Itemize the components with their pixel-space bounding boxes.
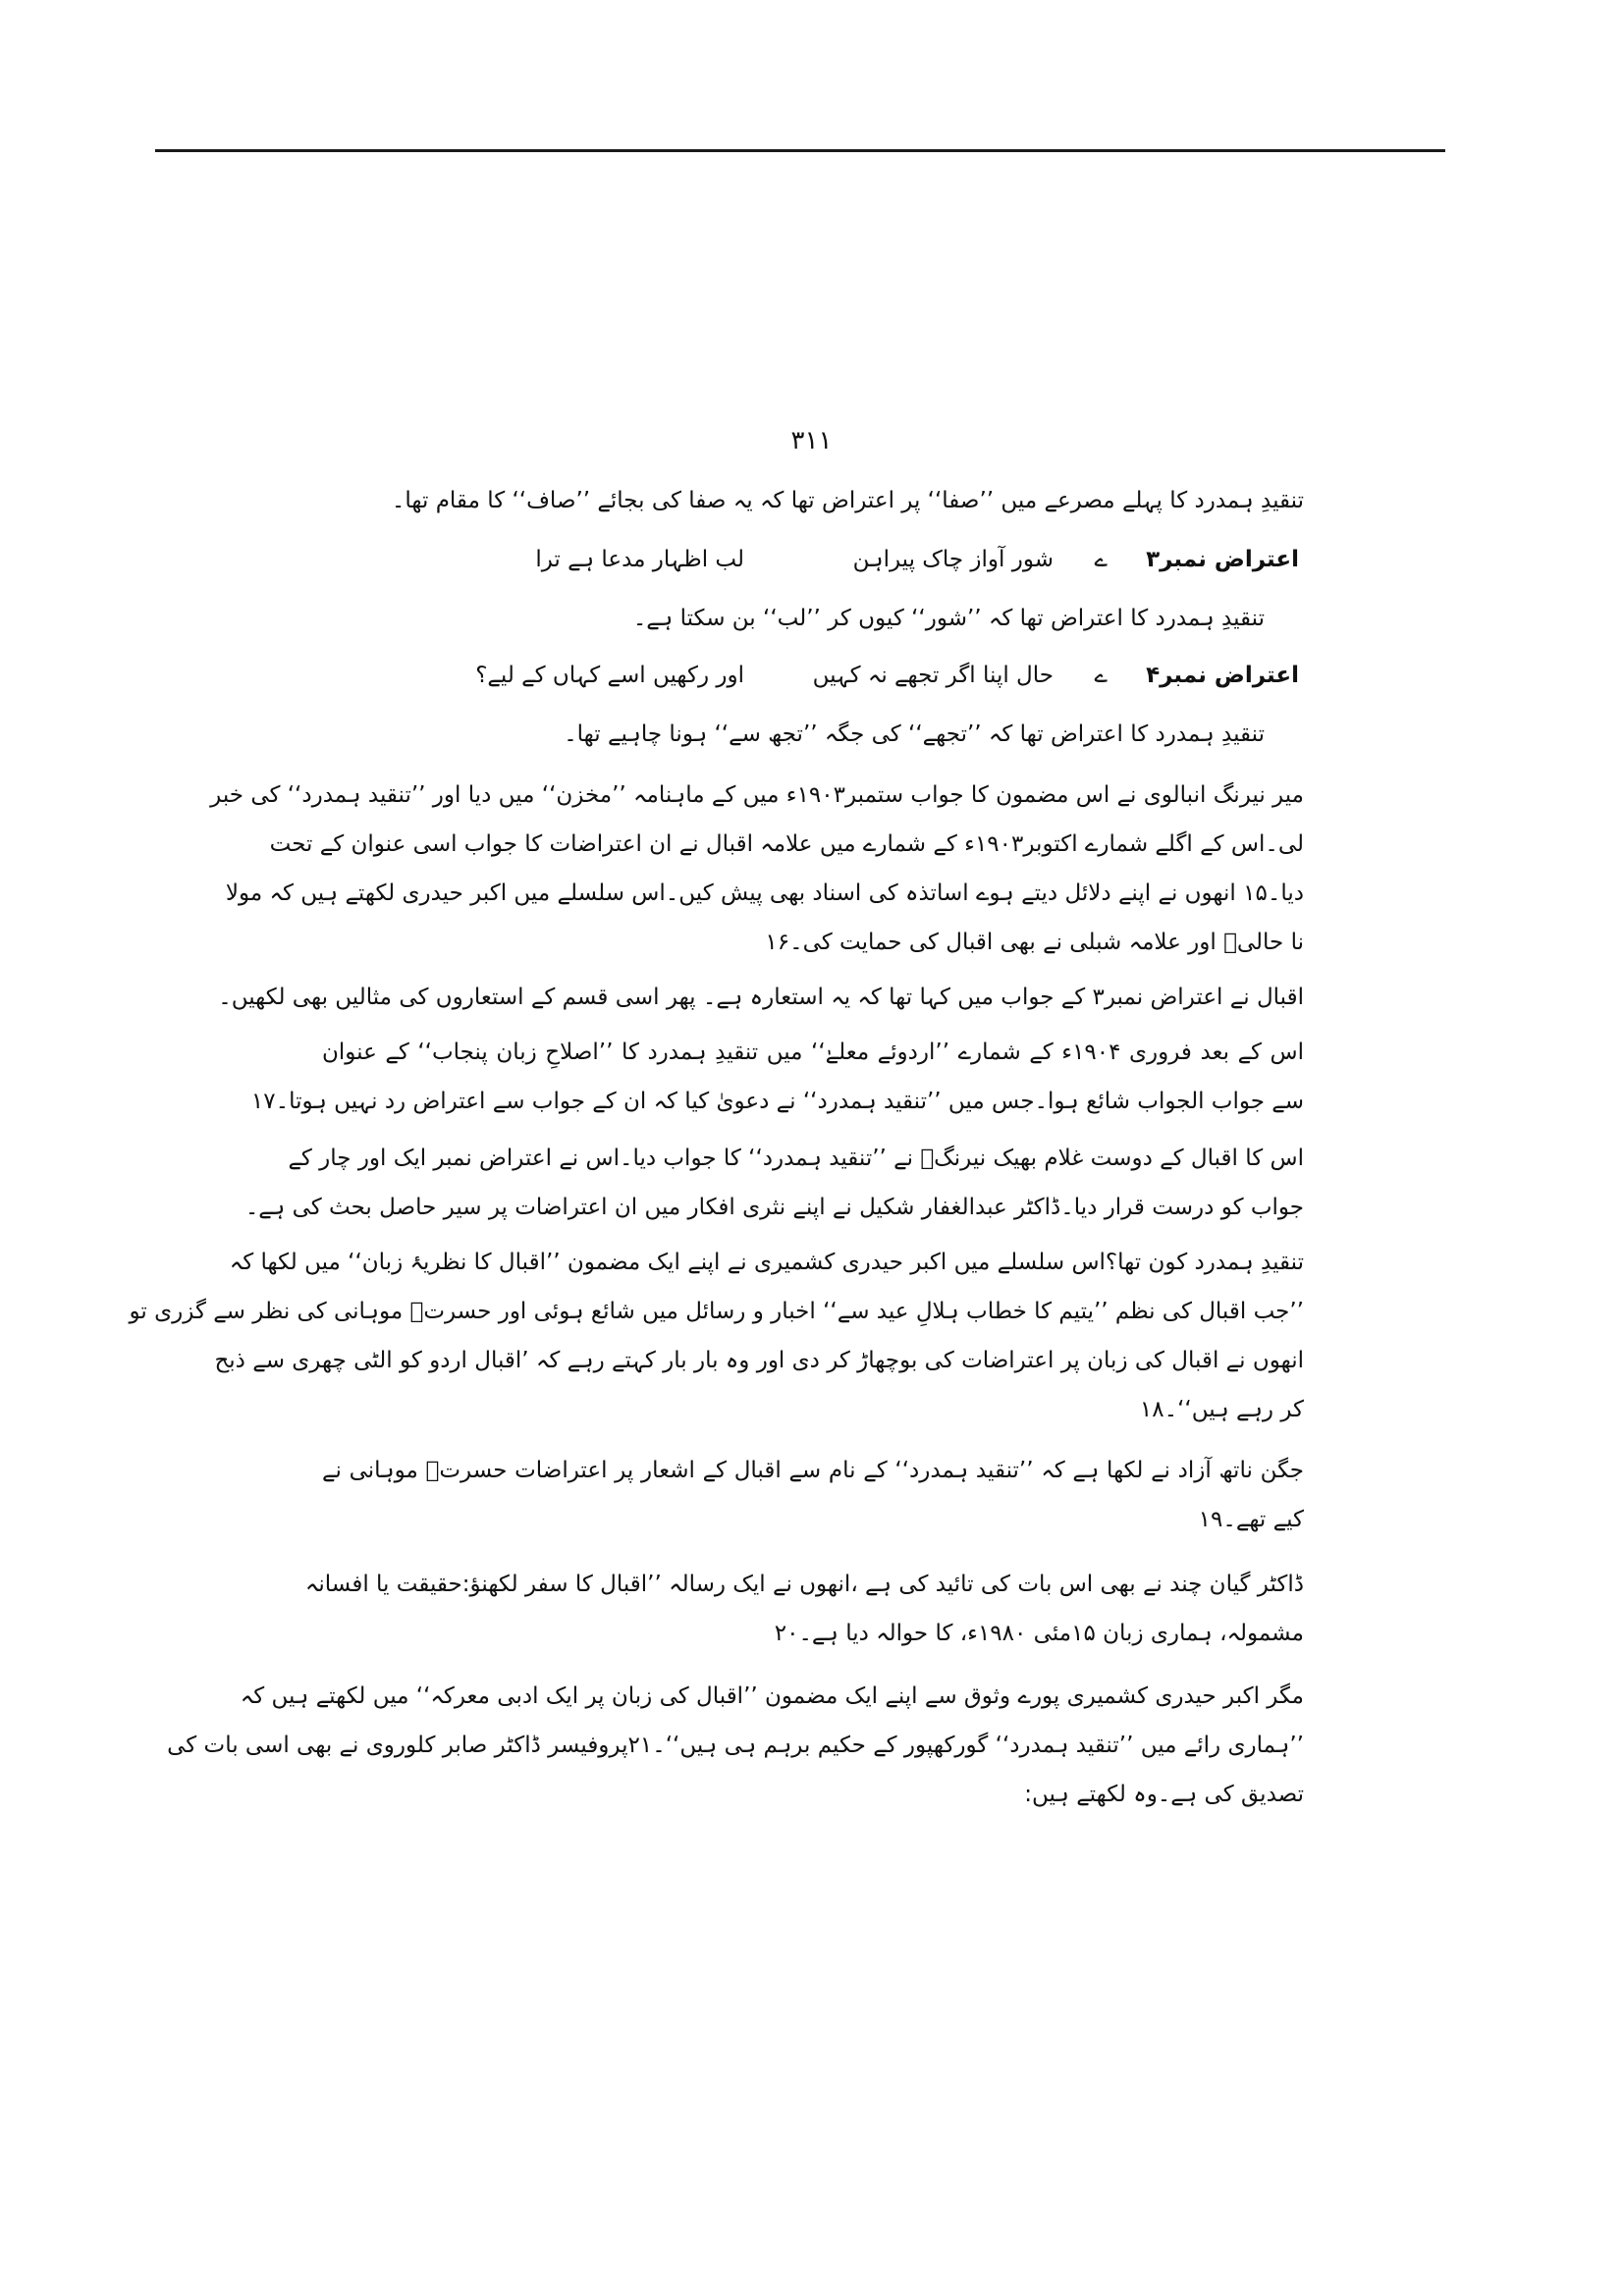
paragraph-5-line: ’’جب اقبال کی نظم ’’یتیم کا خطاب ہلالِ عید سے‘‘ اخبار و رسائل میں شائع ہوئی اور حسرتؔ موہانی کی نظر سے گزری تو	[129, 1299, 1304, 1324]
objection-4-misra-1: حال اپنا اگر تجھے نہ کہیں	[812, 663, 1054, 688]
page-number: ۳۱۱	[790, 426, 833, 455]
objection-3-label: اعتراض نمبر۳	[1146, 547, 1299, 572]
objection-3-note: تنقیدِ ہمدرد کا اعتراض تھا کہ ’’شور‘‘ کیوں کر ’’لب‘‘ بن سکتا ہے۔	[632, 606, 1265, 631]
paragraph-5-line: انھوں نے اقبال کی زبان پر اعتراضات کی بوچھاڑ کر دی اور وہ بار بار کہتے رہے کہ ’اقبال اردو کو الٹی چھری سے ذبح	[214, 1348, 1304, 1373]
paragraph-7-line: ڈاکٹر گیان چند نے بھی اس بات کی تائید کی ہے ،انھوں نے ایک رسالہ ’’اقبال کا سفر لکھنؤ:حقیقت یا افسانہ	[304, 1572, 1304, 1597]
objection-4-misra-2: اور رکھیں اسے کہاں کے لیے؟	[475, 663, 744, 688]
paragraph-3-line: اس کے بعد فروری ۱۹۰۴ء کے شمارے ’’اردوئے معلےٰ‘‘ میں تنقیدِ ہمدرد کا ’’اصلاحِ زبان پنجاب‘‘ کے عنوان	[322, 1040, 1305, 1065]
objection-4-couplet	[366, 656, 1299, 695]
paragraph-6-line: جگن ناتھ آزاد نے لکھا ہے کہ ’’تنقید ہمدرد‘‘ کے نام سے اقبال کے اشعار پر اعتراضات حسرتؔ موہانی نے	[322, 1458, 1304, 1483]
objection-4-label: اعتراض نمبر۴	[1146, 663, 1299, 688]
paragraph-8-line: ’’ہماری رائے میں ’’تنقید ہمدرد‘‘ گورکھپور کے حکیم برہم ہی ہیں‘‘۔۲۱پروفیسر ڈاکٹر صابر کلوروی نے بھی اسی بات کی	[167, 1733, 1304, 1758]
paragraph-1-line: دیا۔۱۵ انھوں نے اپنے دلائل دیتے ہوے اساتذہ کی اسناد بھی پیش کیں۔اس سلسلے میں اکبر حیدری لکھتے ہیں کہ مولا	[225, 881, 1304, 906]
paragraph-3-line: سے جواب الجواب شائع ہوا۔جس میں ’’تنقید ہمدرد‘‘ نے دعویٰ کیا کہ ان کے جواب سے اعتراض رد نہیں ہوتا۔۱۷	[250, 1089, 1304, 1114]
paragraph-5-line: کر رہے ہیں‘‘۔۱۸	[1139, 1397, 1304, 1422]
paragraph-7-line: مشمولہ، ہماری زبان ۱۵مئی ۱۹۸۰ء، کا حوالہ دیا ہے۔۲۰	[774, 1621, 1304, 1646]
header-rule	[155, 149, 1445, 152]
objection-3-misra-2: لب اظہار مدعا ہے ترا	[535, 547, 744, 572]
objection-3-mark: ے	[1094, 547, 1108, 572]
paragraph-8-line: مگر اکبر حیدری کشمیری پورے وثوق سے اپنے ایک مضمون ’’اقبال کی زبان پر ایک ادبی معرکہ‘‘ میں لکھتے ہیں کہ	[240, 1683, 1304, 1709]
paragraph-1-line: نا حالیؔ اور علامہ شبلی نے بھی اقبال کی حمایت کی۔۱۶	[765, 930, 1304, 955]
objection-3-couplet	[366, 540, 1299, 579]
intro-line: تنقیدِ ہمدرد کا پہلے مصرعے میں ’’صفا‘‘ پر اعتراض تھا کہ یہ صفا کی بجائے ’’صاف‘‘ کا مقام تھا۔	[391, 488, 1304, 513]
paragraph-1-line: میر نیرنگ انبالوی نے اس مضمون کا جواب ستمبر۱۹۰۳ء میں کے ماہنامہ ’’مخزن‘‘ میں دیا اور ’’تنقید ہمدرد‘‘ کی خبر	[210, 782, 1304, 808]
objection-4-mark: ے	[1094, 663, 1108, 688]
paragraph-5-line: تنقیدِ ہمدرد کون تھا؟اس سلسلے میں اکبر حیدری کشمیری نے اپنے ایک مضمون ’’اقبال کا نظریۂ زبان‘‘ میں لکھا کہ	[229, 1250, 1304, 1275]
paragraph-8-line: تصدیق کی ہے۔وہ لکھتے ہیں:	[1024, 1782, 1304, 1807]
paragraph-2-line: اقبال نے اعتراض نمبر۳ کے جواب میں کہا تھا کہ یہ استعارہ ہے۔ پھر اسی قسم کے استعاروں کی مثالیں بھی لکھیں۔	[218, 985, 1304, 1010]
paragraph-4-line: جواب کو درست قرار دیا۔ڈاکٹر عبدالغفار شکیل نے اپنے نثری افکار میں ان اعتراضات پر سیر حاصل بحث کی ہے۔	[244, 1195, 1304, 1220]
objection-3-misra-1: شور آواز چاک پیراہن	[852, 547, 1054, 572]
paragraph-4-line: اس کا اقبال کے دوست غلام بھیک نیرنگؔ نے ’’تنقید ہمدرد‘‘ کا جواب دیا۔اس نے اعتراض نمبر ایک اور چار کے	[288, 1146, 1304, 1171]
objection-4-note: تنقیدِ ہمدرد کا اعتراض تھا کہ ’’تجھے‘‘ کی جگہ ’’تجھ سے‘‘ ہونا چاہیے تھا۔	[564, 721, 1265, 747]
paragraph-1-line: لی۔اس کے اگلے شمارے اکتوبر۱۹۰۳ء کے شمارے میں علامہ اقبال نے ان اعتراضات کا جواب اسی عنوان کے تحت	[269, 831, 1304, 857]
paragraph-6-line: کیے تھے۔۱۹	[1198, 1507, 1304, 1532]
